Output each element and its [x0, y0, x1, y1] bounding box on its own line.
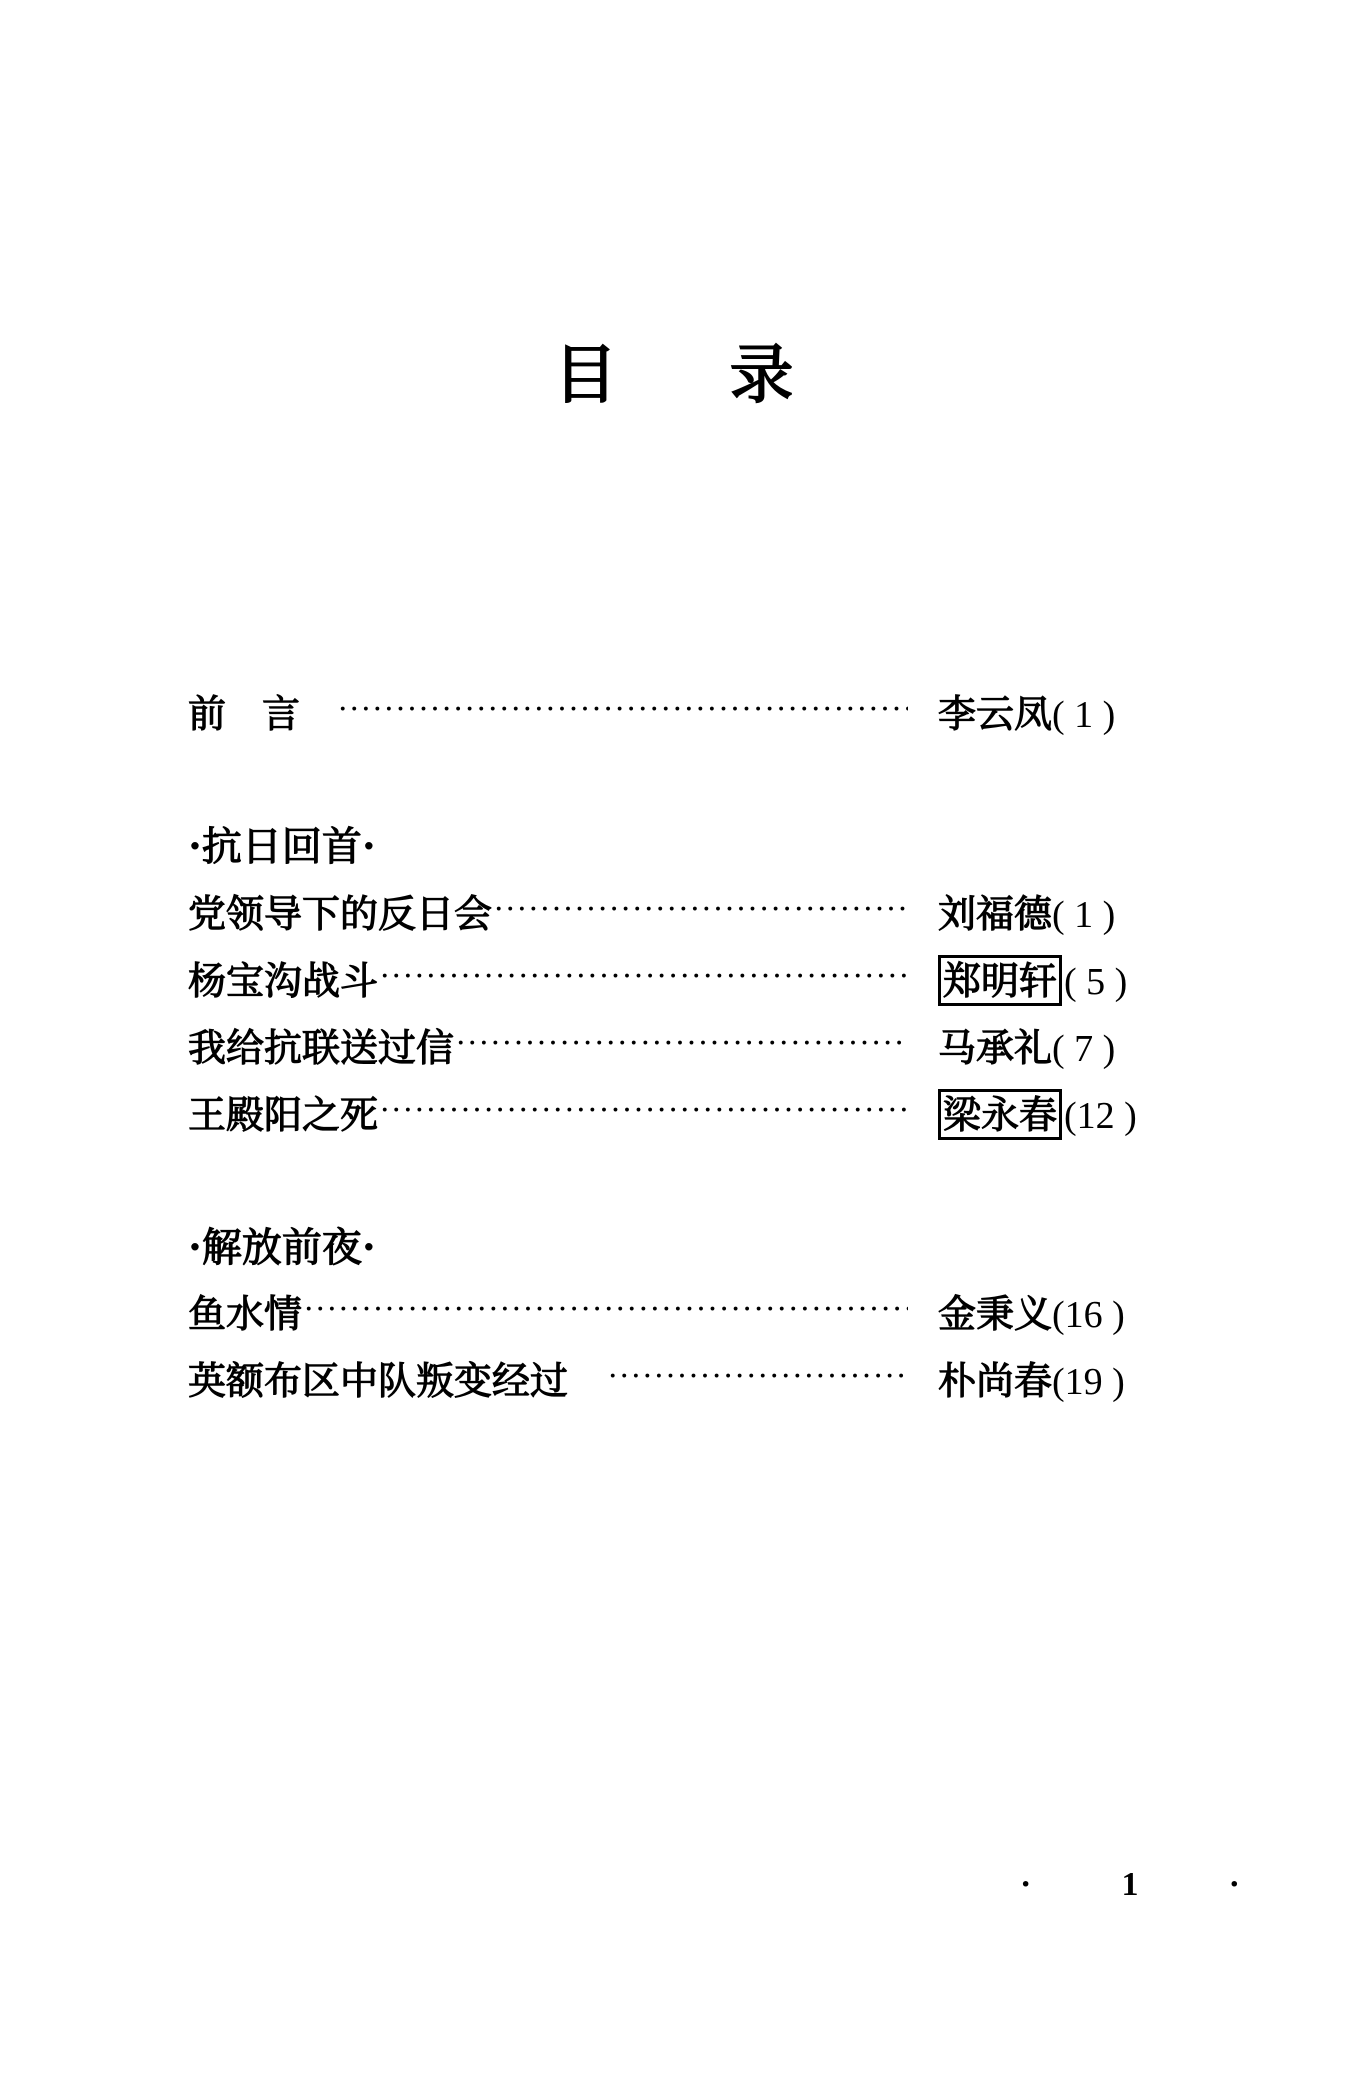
page-title — [0, 336, 1347, 416]
toc-entry[interactable] — [188, 1014, 1138, 1074]
toc-entry[interactable] — [188, 1347, 1138, 1407]
toc-entry-page: ( 1 ) — [1052, 893, 1116, 936]
toc-entry-page: (12 ) — [1064, 1094, 1137, 1137]
toc-leader-dots — [494, 888, 908, 932]
toc-leader-dots — [338, 688, 908, 732]
toc-entry-title: 党领导下的反日会 — [188, 890, 493, 936]
toc-entry-page: ( 5 ) — [1064, 960, 1128, 1003]
toc-entry[interactable] — [188, 880, 1138, 940]
page-number: 1 — [1121, 1866, 1139, 1903]
toc-entry-title: 前言 — [188, 690, 337, 736]
footer-dot-left: · — [1020, 1866, 1032, 1903]
toc-entry-author-boxed: 郑明轩 — [938, 955, 1062, 1006]
toc-entry-author: 金秉义 — [938, 1290, 1053, 1336]
toc-leader-dots — [608, 1355, 908, 1399]
toc-leader-dots — [380, 955, 908, 999]
toc-entry-page: (16 ) — [1052, 1293, 1125, 1336]
page-number-footer — [1020, 1860, 1240, 1910]
toc-entry-title: 我给抗联送过信 — [188, 1024, 455, 1070]
toc-entry-page: ( 7 ) — [1052, 1027, 1116, 1070]
toc-entry-author: 朴尚春 — [938, 1357, 1053, 1403]
toc-entry-author-page — [938, 950, 1138, 1005]
toc-entry-preface[interactable] — [188, 680, 1138, 740]
toc-entry-author-page — [938, 1084, 1138, 1139]
toc-entry-author-page — [938, 883, 1138, 938]
toc-entry-title: 英额布区中队叛变经过 — [188, 1357, 569, 1403]
toc-entry-page: (19 ) — [1052, 1360, 1125, 1403]
toc-entry[interactable] — [188, 1081, 1138, 1141]
toc-entry-page: ( 1 ) — [1052, 693, 1116, 736]
toc-entry-author-page — [938, 1017, 1138, 1072]
toc-leader-dots — [380, 1089, 908, 1133]
toc-entry[interactable] — [188, 1280, 1138, 1340]
toc-entry-author: 马承礼 — [938, 1024, 1053, 1070]
toc-entry-title: 鱼水情 — [188, 1290, 303, 1336]
toc-entry-author: 李云凤 — [938, 690, 1053, 736]
footer-dot-right: · — [1228, 1866, 1240, 1903]
toc-entry-author-page — [938, 1283, 1138, 1338]
toc-entry-title: 杨宝沟战斗 — [188, 957, 379, 1003]
toc-leader-dots — [304, 1288, 908, 1332]
toc-entry-title: 王殿阳之死 — [188, 1091, 379, 1137]
toc-entry-author-page — [938, 1350, 1138, 1405]
toc-entry-author-boxed: 梁永春 — [938, 1089, 1062, 1140]
section-heading: ·解放前夜· — [188, 1224, 376, 1271]
toc-entry[interactable] — [188, 947, 1138, 1007]
section-heading: ·抗日回首· — [188, 823, 376, 870]
page-title-char: 录 — [729, 339, 794, 413]
toc-entry-author: 刘福德 — [938, 890, 1053, 936]
toc-leader-dots — [456, 1022, 908, 1066]
toc-entry-author-page — [938, 683, 1138, 738]
page-title-char: 目 — [553, 339, 618, 413]
